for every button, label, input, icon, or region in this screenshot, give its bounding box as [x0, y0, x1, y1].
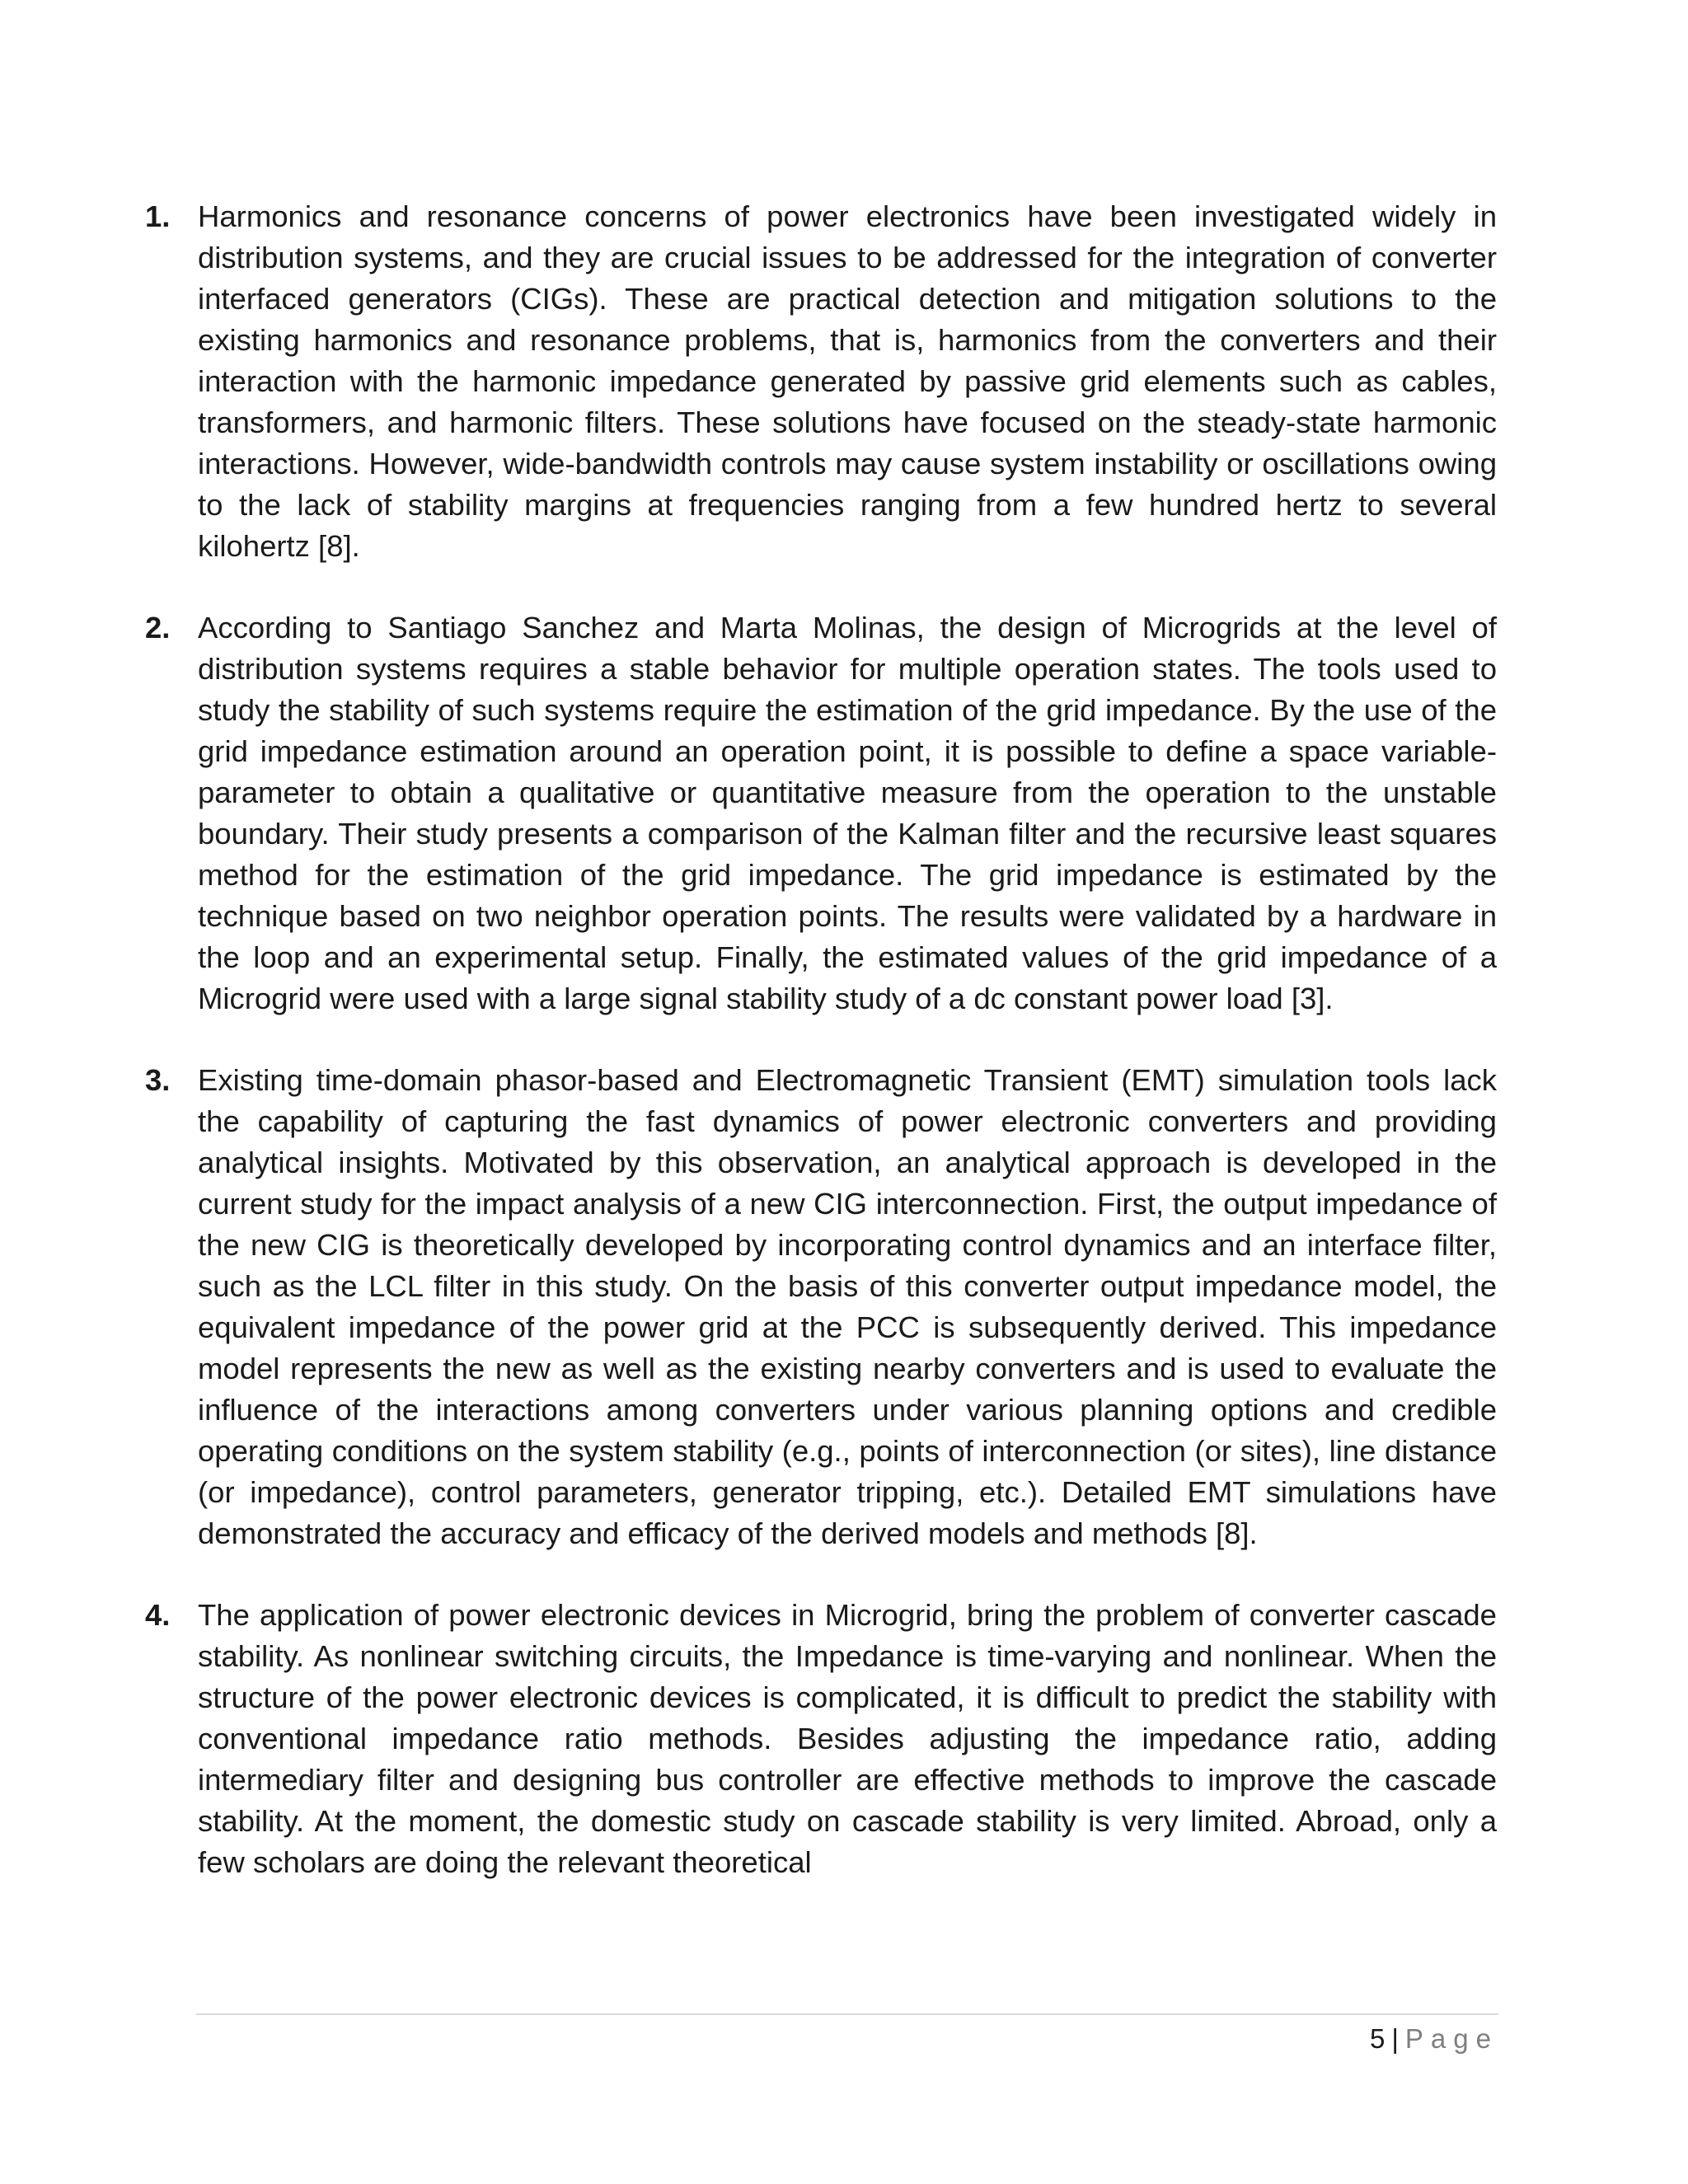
page-label: Page	[1404, 2023, 1498, 2054]
list-item	[145, 196, 1497, 567]
list-item-paragraph: Harmonics and resonance concerns of power electronics have been investigated widely in distribution systems, and they are crucial issues to be addressed for the integration of converter interfaced generators (CIGs). These are practical detection and mitigation solutions to the existing harmonics and resonance problems, that is, harmonics from the converters and their interaction with the harmonic impedance generated by passive grid elements such as cables, transformers, and harmonic filters. These solutions have focused on the steady-state harmonic interactions. However, wide-bandwidth controls may cause system instability or oscillations owing to the lack of stability margins at frequencies ranging from a few hundred hertz to several kilohertz [8].	[198, 199, 1497, 563]
list-item	[145, 1595, 1497, 1883]
footer-separator: |	[1391, 2023, 1399, 2054]
numbered-list	[145, 196, 1497, 1924]
page-footer	[1370, 2021, 1498, 2057]
list-item-paragraph: Existing time-domain phasor-based and Electromagnetic Transient (EMT) simulation tools lack the capability of capturing the fast dynamics of power electronic converters and providing analytical insights. Motivated by this observation, an analytical approach is developed in the current study for the impact analysis of a new CIG interconnection. First, the output impedance of the new CIG is theoretically developed by incorporating control dynamics and an interface filter, such as the LCL filter in this study. On the basis of this converter output impedance model, the equivalent impedance of the power grid at the PCC is subsequently derived. This impedance model represents the new as well as the existing nearby converters and is used to evaluate the influence of the interactions among converters under various planning options and credible operating conditions on the system stability (e.g., points of interconnection (or sites), line distance (or impedance), control parameters, generator tripping, etc.). Detailed EMT simulations have demonstrated the accuracy and efficacy of the derived models and methods [8].	[198, 1063, 1497, 1550]
page-number: 5	[1369, 2023, 1386, 2054]
footer-divider	[196, 2013, 1498, 2015]
list-item-number: 3.	[145, 1063, 171, 1097]
list-item	[145, 607, 1497, 1019]
list-item-number: 1.	[145, 199, 171, 233]
list-item-number: 4.	[145, 1598, 171, 1632]
list-item	[145, 1060, 1497, 1554]
list-item-paragraph: The application of power electronic devices in Microgrid, bring the problem of converter cascade stability. As nonlinear switching circuits, the Impedance is time-varying and nonlinear. When the structure of the power electronic devices is complicated, it is difficult to predict the stability with conventional impedance ratio methods. Besides adjusting the impedance ratio, adding intermediary filter and designing bus controller are effective methods to improve the cascade stability. At the moment, the domestic study on cascade stability is very limited. Abroad, only a few scholars are doing the relevant theoretical	[198, 1598, 1497, 1879]
list-item-paragraph: According to Santiago Sanchez and Marta Molinas, the design of Microgrids at the level of distribution systems requires a stable behavior for multiple operation states. The tools used to study the stability of such systems require the estimation of the grid impedance. By the use of the grid impedance estimation around an operation point, it is possible to define a space variable-parameter to obtain a qualitative or quantitative measure from the operation to the unstable boundary. Their study presents a comparison of the Kalman filter and the recursive least squares method for the estimation of the grid impedance. The grid impedance is estimated by the technique based on two neighbor operation points. The results were validated by a hardware in the loop and an experimental setup. Finally, the estimated values of the grid impedance of a Microgrid were used with a large signal stability study of a dc constant power load [3].	[198, 611, 1497, 1015]
list-item-number: 2.	[145, 611, 171, 644]
